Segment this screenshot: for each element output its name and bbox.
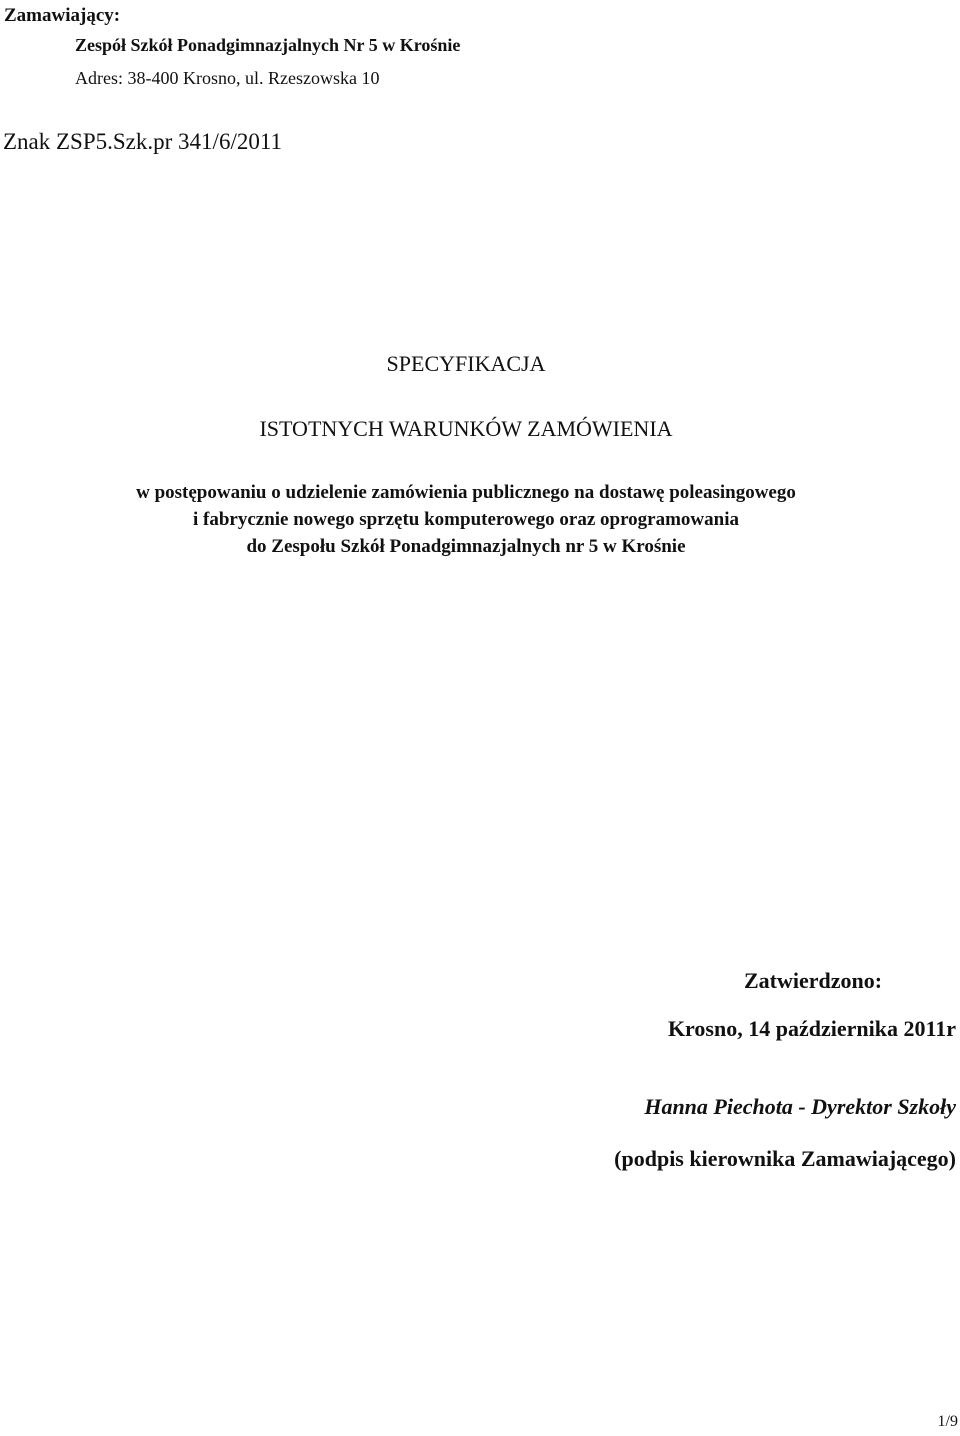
subject-line: do Zespołu Szkół Ponadgimnazjalnych nr 5 w Krośnie	[246, 536, 686, 557]
document-title: SPECYFIKACJA	[386, 351, 546, 376]
approval-place-date: Krosno, 14 października 2011r	[667, 1016, 956, 1041]
signatory: Hanna Piechota - Dyrektor Szkoły	[644, 1094, 956, 1119]
reference-number: Znak ZSP5.Szk.pr 341/6/2011	[3, 129, 282, 154]
contracting-authority-label: Zamawiający:	[4, 5, 121, 26]
subject-line: i fabrycznie nowego sprzętu komputerowego oraz oprogramowania	[192, 509, 739, 530]
document-subtitle: ISTOTNYCH WARUNKÓW ZAMÓWIENIA	[259, 416, 673, 441]
approval-label: Zatwierdzono:	[744, 968, 883, 993]
institution-name: Zespół Szkół Ponadgimnazjalnych Nr 5 w Krośnie	[75, 35, 461, 55]
subject-line: w postępowaniu o udzielenie zamówienia publicznego na dostawę poleasingowego	[136, 482, 796, 503]
signature-note: (podpis kierownika Zamawiającego)	[614, 1146, 956, 1171]
page-number: 1/9	[937, 1413, 958, 1430]
institution-address: Adres: 38-400 Krosno, ul. Rzeszowska 10	[75, 68, 380, 88]
